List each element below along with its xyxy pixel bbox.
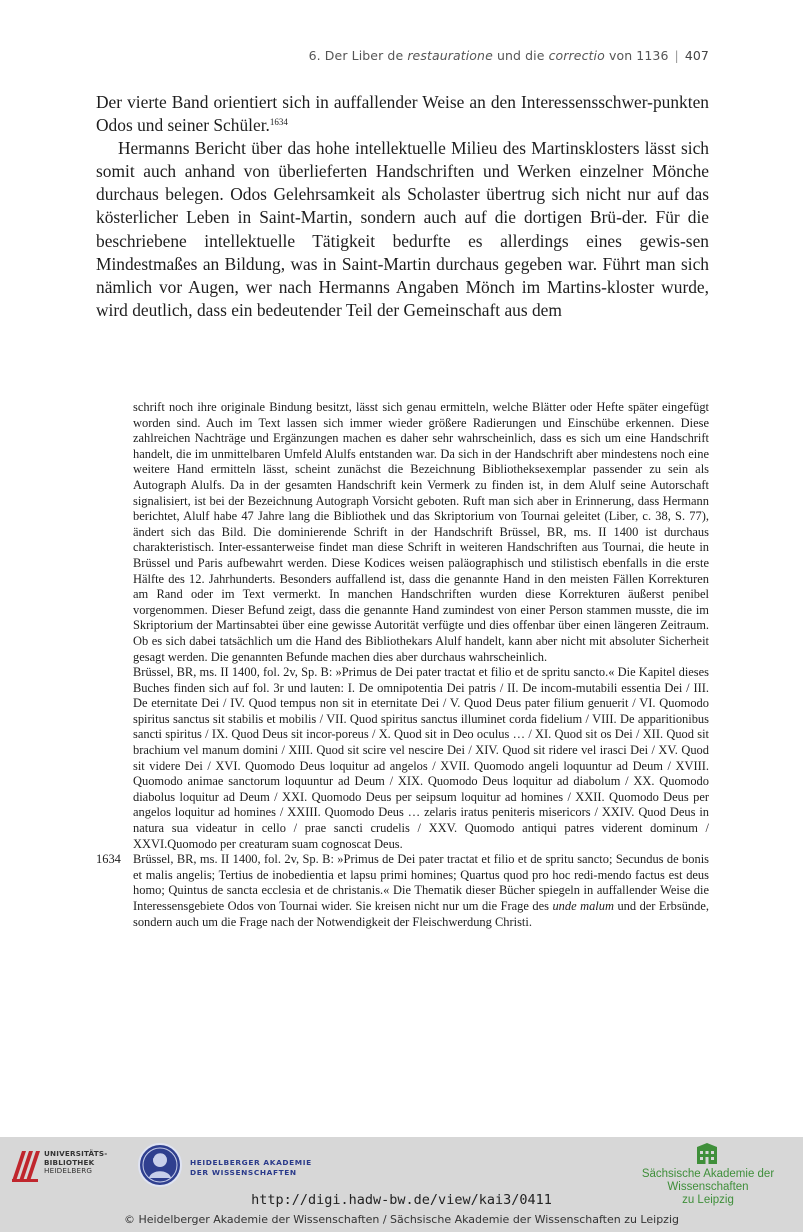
hadw-seal-icon — [138, 1143, 182, 1187]
footnote-ref-1634[interactable]: 1634 — [269, 117, 288, 128]
chapter-title: 6. Der Liber de restauratione und die correctio von 1136 — [308, 48, 669, 63]
footnote-number: 1634 — [96, 852, 121, 867]
page-number: 407 — [684, 48, 709, 63]
copyright-notice: © Heidelberger Akademie der Wissenschaften / Sächsische Akademie der Wissenschaften zu Leipzig — [123, 1213, 679, 1226]
footnote-continued-2: Brüssel, BR, ms. II 1400, fol. 2v, Sp. B: »Primus de Dei pater tractat et filio et de spritu sancto.« Die Kapitel dieses Buches finden sich auf fol. 3r und lauten: I. De omnipotentia Dei patris / II. De incom-mutabili essentia Dei / III. De eternitate Dei / IV. Quod tempus non sit in eternitate Dei / V. Quod Deus pater filium genuerit / VI. Quomodo spiritus sanctus sit stabilis et mobilis / VII. Quod spiritus sanctus illuminet corda fidelium / VIII. De apparitionibus sancti spiritus / IX. Quod Deus sit incor-poreus / X. Quod sit in Deo oculus … / XI. Quod sit os Dei / XII. Quod sit brachium vel manum domini / XIII. Quod sit scire vel nescire Dei / XIV. Quod sit ridere vel irasci Dei / XV. Quod sit videre Dei / XVI. Quomodo Deus loquitur ad angelos / XVII. Quomodo angeli loquuntur ad Deum / XVIII. Quomodo animae sanctorum loquuntur ad Deum / XIX. Quomodo Deus loquitur ad diabolum / XX. Quomodo diabolus loquitur ad Deum / XXI. Quomodo Deus per seipsum loquitur ad homines / XXII. Quomodo Deus per angelos loquitur ad homines / XXIII. Quomodo Deus … zelaris iratus peniteris misericors / XXIV. Quod Deus in natura sua videatur in cello / prae sancti crudelis / XXV. Quomodo antiqui patres viderent dominum / XXVI.Quomodo per creaturam suam cognoscat Deus. — [133, 665, 709, 851]
footnote-continued-1: schrift noch ihre originale Bindung besitzt, lässt sich genau ermitteln, welche Blätter oder Hefte später eingefügt worden sind. Auch im Text lassen sich immer wieder größere Radierungen und Einschübe erkennen. Diese zahlreichen Nachträge und Ergänzungen machen es daher sehr wahrscheinlich, dass es sich um eine Handschrift handelt, die im unmittelbaren Umfeld Alulfs entstanden war. Da sich in der Handschrift aber mindestens noch eine weitere Hand ermitteln lässt, scheint zunächst die Bezeichnung Bibliotheksexemplar passender zu sein als Autograph Alulfs. Da in der gesamten Handschrift kein Vermerk zu finden ist, in dem Alulf seine Autorschaft signalisiert, ist bei der Bezeichnung Autograph Vorsicht geboten. Ruft man sich aber in Erinnerung, dass Hermann berichtet, Alulf habe 47 Jahre lang die Bibliothek und das Skriptorium von Tournai geleitet (Liber, c. 38, S. 77), ändert sich das Bild. Die dominierende Schrift in der Handschrift Brüssel, BR, ms. II 1400 ist durchaus charakteristisch. Inter-essanterweise findet man diese Schrift in weiteren Handschriften aus Tournai, die heute in Brüssel und Paris aufbewahrt werden. Diese Kodices weisen paläographisch und stilistisch ebenfalls in die erste Hälfte des 12. Jahrhunderts. Besonders auffallend ist, dass die genannte Hand in den meisten Fällen Korrekturen am Rand oder im Text vermerkt. In manchen Handschriften wurden diese Korrekturen äußerst penibel vorgenommen. Dieser Befund zeigt, dass die genannte Hand zumindest von einer Person stammen musste, die im Skriptorium der Martinsabtei über eine gewisse Autorität verfügte und dies offenbar über einen längeren Zeitraum. Ob es sich dabei tatsächlich um die Hand des Bibliothekars Alulf handelt, kann aber nicht mit absoluter Sicherheit gesagt werden. Die genannten Befunde machen dies aber durchaus wahrscheinlich. — [133, 400, 709, 664]
ub-heidelberg-mark-icon — [10, 1145, 42, 1185]
paragraph-2: Hermanns Bericht über das hohe intellektuelle Milieu des Martinsklosters lässt sich somit auch anhand von überlieferten Handschriften und Werken einzelner Mönche durchaus belegen. Odos Gelehrsamkeit als Scholaster übertrug sich nicht nur auf das kösterlicher Leben in Saint-Martin, sondern auch auf die dortigen Brü-der. Für die beschriebene intellektuelle Tätigkeit bedurfte es allerdings eines gewis-sen Mindestmaßes an Bildung, was in Saint-Martin durchaus gegeben war. Führt man sich nämlich vor Augen, wer nach Hermanns Angaben Mönch im Martins-kloster wurde, wird deutlich, dass ein bedeutender Teil der Gemeinschaft aus dem — [96, 138, 709, 320]
saw-building-icon — [696, 1143, 718, 1165]
header-separator: | — [674, 48, 679, 63]
footnote-1634: 1634 Brüssel, BR, ms. II 1400, fol. 2v, Sp. B: »Primus de Dei pater tractat et filio et de spritu sancto; Secundus de bonis et malis angelis; Tertius de inobedientia et lapsu primi homines; Quartus quod pro hoc redi-mendo factus est deus homo; Quintus de sancta ecclesia et de christanis.« Die Thematik dieser Bücher spiegeln in auffallender Weise die Interessensgebiete Odos von Tournai wider. Sie kreisen nicht nur um die Frage des unde malum und der Erbsünde, sondern auch um die Frage nach der Notwendigkeit der Fleischwerdung Christi. — [96, 852, 709, 929]
hadw-logo[interactable]: HEIDELBERGER AKADEMIE DER WISSENSCHAFTEN — [138, 1143, 338, 1189]
ub-heidelberg-logo[interactable]: UNIVERSITÄTS- BIBLIOTHEK HEIDELBERG — [10, 1145, 110, 1191]
permalink-url[interactable]: http://digi.hadw-bw.de/view/kai3/0411 — [251, 1192, 552, 1208]
paragraph-1: Der vierte Band orientiert sich in auffallender Weise an den Interessensschwer-punkten Odos und seiner Schüler.$^{1634}$ — [96, 92, 709, 136]
main-text — [96, 91, 709, 322]
footnotes — [96, 400, 709, 930]
running-head — [96, 48, 709, 63]
saw-leipzig-logo[interactable]: Sächsische Akademie der Wissenschaften zu Leipzig — [618, 1143, 798, 1203]
